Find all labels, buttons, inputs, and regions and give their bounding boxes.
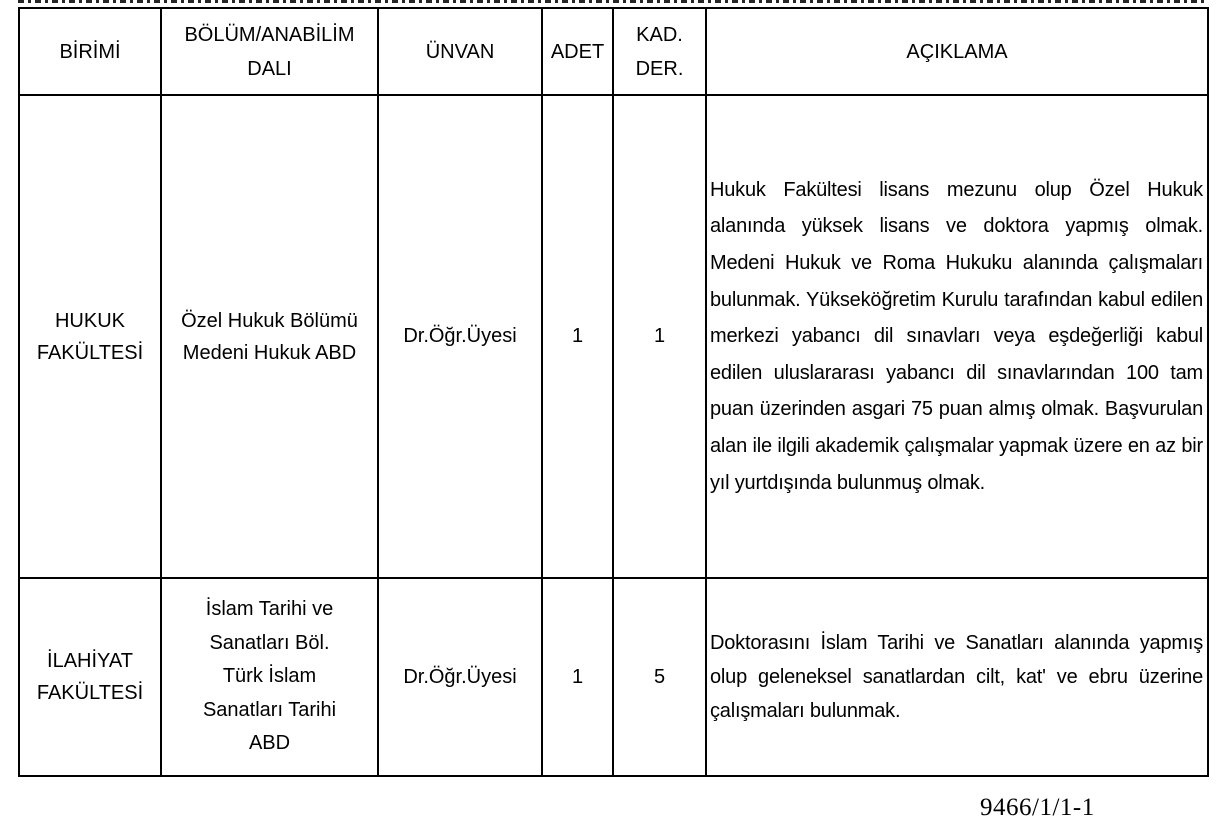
reference-number: 9466/1/1-1 [980, 794, 1095, 821]
table-header-row [19, 8, 1208, 95]
table-row [19, 95, 1208, 578]
header-unit: BİRİMİ [19, 8, 161, 95]
cropped-text-fragment [18, 0, 1208, 3]
header-degree: KAD. DER. [613, 8, 706, 95]
cell-count: 1 [542, 578, 613, 776]
cell-degree: 5 [613, 578, 706, 776]
cell-department: İslam Tarihi ve Sanatları Böl. Türk İslam Sanatları Tarihi ABD [161, 578, 378, 776]
cell-degree: 1 [613, 95, 706, 578]
cell-description: Doktorasını İslam Tarihi ve Sanatları alanında yapmış olup geleneksel sanatlardan cilt, kat' ve ebru üzerine çalışmaları bulunmak. [706, 578, 1208, 776]
cell-unit: HUKUK FAKÜLTESİ [19, 95, 161, 578]
staff-positions-table [18, 7, 1209, 777]
cell-title: Dr.Öğr.Üyesi [378, 95, 542, 578]
cell-department: Özel Hukuk Bölümü Medeni Hukuk ABD [161, 95, 378, 578]
header-title: ÜNVAN [378, 8, 542, 95]
header-count: ADET [542, 8, 613, 95]
header-description: AÇIKLAMA [706, 8, 1208, 95]
cell-description: Hukuk Fakültesi lisans mezunu olup Özel Hukuk alanında yüksek lisans ve doktora yapmış olmak. Medeni Hukuk ve Roma Hukuku alanında çalışmaları bulunmak. Yükseköğretim Kurulu tarafından kabul edilen merkezi yabancı dil sınavları veya eşdeğerliği kabul edilen uluslararası yabancı dil sınavlarından 100 tam puan üzerinden asgari 75 puan almış olmak. Başvurulan alan ile ilgili akademik çalışmalar yapmak üzere en az bir yıl yurtdışında bulunmuş olmak. [706, 95, 1208, 578]
cell-unit: İLAHİYAT FAKÜLTESİ [19, 578, 161, 776]
cell-count: 1 [542, 95, 613, 578]
cropped-previous-line [0, 0, 1226, 5]
table-row [19, 578, 1208, 776]
header-department: BÖLÜM/ANABİLİM DALI [161, 8, 378, 95]
cell-title: Dr.Öğr.Üyesi [378, 578, 542, 776]
